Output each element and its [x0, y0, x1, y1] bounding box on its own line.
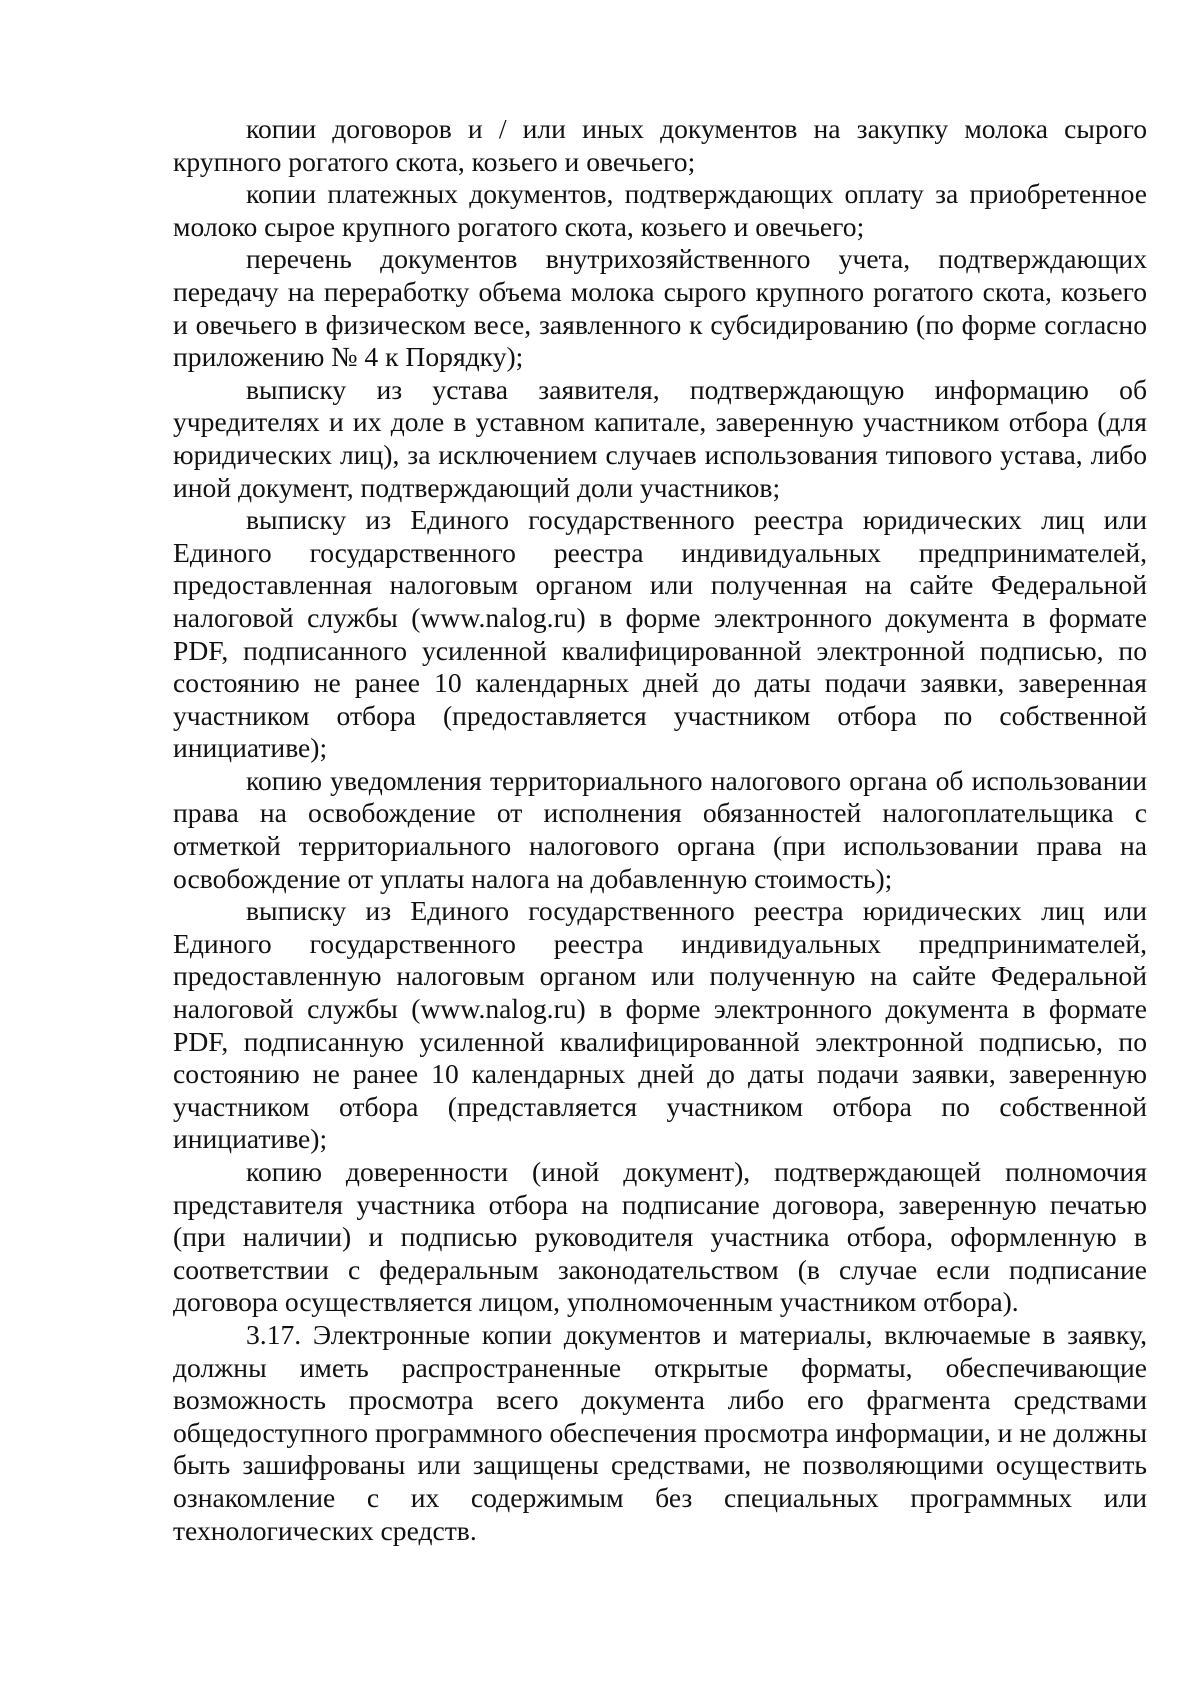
- paragraph-internal-accounting-list: перечень документов внутрихозяйственного учета, подтверждающих передачу на переработку объема молока сырого крупного рогатого скота, козьего и овечьего в физическом весе, заявленного к субсидированию (по форме согласно приложению № 4 к Порядку);: [173, 243, 1147, 373]
- paragraph-contracts-copies: копии договоров и / или иных документов на закупку молока сырого крупного рогатого скота, козьего и овечьего;: [173, 113, 1147, 177]
- paragraph-registry-extract-1: выписку из Единого государственного реестра юридических лиц или Единого государственного реестра индивидуальных предпринимателей, предоставленная налоговым органом или полученная на сайте Федеральной налоговой службы (www.nalog.ru) в форме электронного документа в формате PDF, подписанного усиленной квалифицированной электронной подписью, по состоянию не ранее 10 календарных дней до даты подачи заявки, заверенная участником отбора (предоставляется участником отбора по собственной инициативе);: [173, 504, 1147, 764]
- paragraph-payment-documents: копии платежных документов, подтверждающих оплату за приобретенное молоко сырое крупного рогатого скота, козьего и овечьего;: [173, 178, 1147, 242]
- paragraph-charter-extract: выписку из устава заявителя, подтверждающую информацию об учредителях и их доле в уставном капитале, заверенную участником отбора (для юридических лиц), за исключением случаев использования типового устава, либо иной документ, подтверждающий доли участников;: [173, 373, 1147, 503]
- paragraph-tax-exemption-notice: копию уведомления территориального налогового органа об использовании права на освобождение от исполнения обязанностей налогоплательщика с отметкой территориального налогового органа (при использовании права на освобождение от уплаты налога на добавленную стоимость);: [173, 764, 1147, 894]
- paragraph-registry-extract-2: выписку из Единого государственного реестра юридических лиц или Единого государственного реестра индивидуальных предпринимателей, предоставленную налоговым органом или полученную на сайте Федеральной налоговой службы (www.nalog.ru) в форме электронного документа в формате PDF, подписанную усиленной квалифицированной электронной подписью, по состоянию не ранее 10 календарных дней до даты подачи заявки, заверенную участником отбора (представляется участником отбора по собственной инициативе);: [173, 895, 1147, 1155]
- paragraph-power-of-attorney: копию доверенности (иной документ), подтверждающей полномочия представителя участника отбора на подписание договора, заверенную печатью (при наличии) и подписью руководителя участника отбора, оформленную в соответствии с федеральным законодательством (в случае если подписание договора осуществляется лицом, уполномоченным участником отбора).: [173, 1156, 1147, 1318]
- document-body: [173, 113, 1147, 1547]
- paragraph-section-3-17: 3.17. Электронные копии документов и материалы, включаемые в заявку, должны иметь распространенные открытые форматы, обеспечивающие возможность просмотра всего документа либо его фрагмента средствами общедоступного программного обеспечения просмотра информации, и не должны быть зашифрованы или защищены средствами, не позволяющими осуществить ознакомление с их содержимым без специальных программных или технологических средств.: [173, 1318, 1147, 1546]
